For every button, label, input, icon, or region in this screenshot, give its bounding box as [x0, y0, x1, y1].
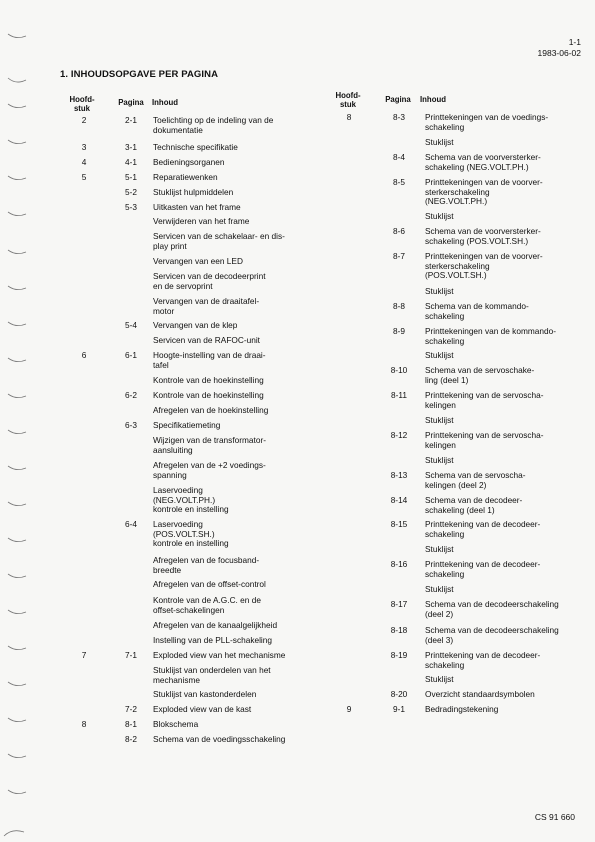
toc-page-number: 5-2	[125, 187, 137, 197]
column-header-page-left: Pagina	[118, 98, 144, 107]
toc-entry-title: Stuklijst	[425, 544, 454, 554]
toc-entry-title: Schema van de servoschake- ling (deel 1)	[425, 365, 535, 385]
toc-page-number: 5-3	[125, 202, 137, 212]
toc-page-number: 3-1	[125, 142, 137, 152]
toc-chapter-number: 9	[346, 704, 352, 714]
page-title: 1. INHOUDSOPGAVE PER PAGINA	[60, 69, 219, 80]
toc-entry-title: Stuklijst	[425, 455, 454, 465]
toc-entry-title: Instelling van de PLL-schakeling	[153, 635, 272, 645]
document-code: CS 91 660	[534, 812, 575, 822]
toc-entry-title: Printtekeningen van de voorver- sterkerschakeling (POS.VOLT.SH.)	[425, 251, 543, 281]
toc-entry-title: Stuklijst	[425, 211, 454, 221]
toc-page-number: 8-16	[390, 559, 408, 569]
toc-entry-title: Afregelen van de focusband- breedte	[153, 555, 260, 575]
toc-entry-title: Printtekening van de servoscha- kelingen	[425, 430, 544, 450]
toc-entry-title: Schema van de decodeer- schakeling (deel 1)	[425, 495, 523, 515]
toc-page-number: 6-1	[125, 350, 137, 360]
toc-entry-title: Laservoeding (NEG.VOLT.PH.) kontrole en instelling	[153, 485, 229, 515]
toc-chapter-number: 7	[81, 650, 87, 660]
toc-page-number: 8-18	[390, 625, 408, 635]
column-header-content-left: Inhoud	[152, 98, 178, 107]
toc-entry-title: Toelichting op de indeling van de dokumentatie	[153, 115, 274, 135]
toc-entry-title: Servicen van de schakelaar- en dis- play print	[153, 231, 285, 251]
toc-page-number: 5-4	[125, 320, 137, 330]
toc-entry-title: Printtekening van de decodeer- schakeling	[425, 519, 541, 539]
toc-entry-title: Overzicht standaardsymbolen	[425, 689, 535, 699]
toc-entry-title: Schema van de kommando- schakeling	[425, 301, 529, 321]
toc-entry-title: Technische specifikatie	[153, 142, 238, 152]
toc-page-number: 5-1	[125, 172, 137, 182]
toc-entry-title: Kontrole van de A.G.C. en de offset-schakelingen	[153, 595, 261, 615]
toc-entry-title: Exploded view van de kast	[153, 704, 252, 714]
toc-page-number: 8-1	[125, 719, 137, 729]
toc-entry-title: Bedieningsorganen	[153, 157, 225, 167]
toc-entry-title: Stuklijst	[425, 286, 454, 296]
toc-page-number: 8-9	[393, 326, 405, 336]
column-header-page-right: Pagina	[385, 95, 411, 104]
toc-page-number: 8-14	[390, 495, 408, 505]
toc-entry-title: Stuklijst	[425, 137, 454, 147]
toc-page-number: 8-12	[390, 430, 408, 440]
toc-entry-title: Afregelen van de offset-control	[153, 579, 266, 589]
toc-page-number: 2-1	[125, 115, 137, 125]
toc-page-number: 8-2	[125, 734, 137, 744]
toc-page-number: 7-2	[125, 704, 137, 714]
toc-chapter-number: 8	[346, 112, 352, 122]
toc-page-number: 6-2	[125, 390, 137, 400]
toc-entry-title: Servicen van de RAFOC-unit	[153, 335, 260, 345]
toc-page-number: 8-8	[393, 301, 405, 311]
toc-entry-title: Blokschema	[153, 719, 199, 729]
toc-entry-title: Schema van de voedingsschakeling	[153, 734, 286, 744]
toc-entry-title: Printtekeningen van de voorver- sterkerschakeling (NEG.VOLT.PH.)	[425, 177, 543, 207]
toc-entry-title: Stuklijst	[425, 350, 454, 360]
toc-entry-title: Vervangen van de draaitafel- motor	[153, 296, 260, 316]
toc-page-number: 8-10	[390, 365, 408, 375]
toc-entry-title: Printtekening van de servoscha- kelingen	[425, 390, 544, 410]
toc-entry-title: Afregelen van de kanaalgelijkheid	[153, 620, 278, 630]
toc-page-number: 8-20	[390, 689, 408, 699]
toc-entry-title: Stuklijst van onderdelen van het mechanisme	[153, 665, 271, 685]
column-header-chapter-right: Hoofd- stuk	[335, 91, 361, 109]
toc-page-number: 6-3	[125, 420, 137, 430]
toc-page-number: 8-19	[390, 650, 408, 660]
toc-page-number: 8-5	[393, 177, 405, 187]
toc-entry-title: Afregelen van de hoekinstelling	[153, 405, 269, 415]
toc-entry-title: Exploded view van het mechanisme	[153, 650, 286, 660]
toc-page-number: 9-1	[393, 704, 405, 714]
toc-page-number: 8-7	[393, 251, 405, 261]
toc-page-number: 8-6	[393, 226, 405, 236]
toc-entry-title: Printtekeningen van de voedings- schakeling	[425, 112, 549, 132]
page-number: 1-1	[568, 37, 581, 47]
toc-entry-title: Stuklijst	[425, 584, 454, 594]
toc-entry-title: Bedradingstekening	[425, 704, 499, 714]
toc-entry-title: Vervangen van een LED	[153, 256, 243, 266]
column-header-content-right: Inhoud	[420, 95, 446, 104]
toc-page-number: 6-4	[125, 519, 137, 529]
toc-entry-title: Wijzigen van de transformator- aansluiting	[153, 435, 266, 455]
toc-entry-title: Schema van de voorversterker- schakeling (POS.VOLT.SH.)	[425, 226, 541, 246]
toc-entry-title: Laservoeding (POS.VOLT.SH.) kontrole en instelling	[153, 519, 229, 549]
toc-entry-title: Printtekeningen van de kommando- schakeling	[425, 326, 556, 346]
toc-entry-title: Kontrole van de hoekinstelling	[153, 390, 264, 400]
toc-page-number: 8-4	[393, 152, 405, 162]
toc-entry-title: Hoogte-instelling van de draai- tafel	[153, 350, 266, 370]
toc-chapter-number: 2	[81, 115, 87, 125]
binding-holes	[0, 0, 30, 842]
toc-entry-title: Stuklijst hulpmiddelen	[153, 187, 234, 197]
toc-chapter-number: 3	[81, 142, 87, 152]
toc-entry-title: Afregelen van de +2 voedings- spanning	[153, 460, 266, 480]
toc-chapter-number: 5	[81, 172, 87, 182]
toc-entry-title: Stuklijst	[425, 415, 454, 425]
toc-page-number: 7-1	[125, 650, 137, 660]
toc-chapter-number: 6	[81, 350, 87, 360]
toc-entry-title: Verwijderen van het frame	[153, 216, 250, 226]
toc-page-number: 8-13	[390, 470, 408, 480]
toc-page-number: 8-15	[390, 519, 408, 529]
toc-entry-title: Uitkasten van het frame	[153, 202, 241, 212]
toc-entry-title: Printtekening van de decodeer- schakeling	[425, 559, 541, 579]
toc-entry-title: Vervangen van de klep	[153, 320, 238, 330]
toc-entry-title: Schema van de servoscha- kelingen (deel 2)	[425, 470, 526, 490]
toc-page-number: 8-17	[390, 599, 408, 609]
toc-chapter-number: 8	[81, 719, 87, 729]
toc-entry-title: Schema van de decodeerschakeling (deel 3)	[425, 625, 559, 645]
toc-entry-title: Schema van de voorversterker- schakeling (NEG.VOLT.PH.)	[425, 152, 541, 172]
toc-entry-title: Schema van de decodeerschakeling (deel 2)	[425, 599, 559, 619]
document-date: 1983-06-02	[537, 48, 581, 58]
toc-entry-title: Servicen van de decodeerprint en de servoprint	[153, 271, 266, 291]
toc-entry-title: Kontrole van de hoekinstelling	[153, 375, 264, 385]
toc-page-number: 4-1	[125, 157, 137, 167]
toc-entry-title: Stuklijst van kastonderdelen	[153, 689, 257, 699]
toc-page-number: 8-11	[391, 390, 407, 400]
toc-entry-title: Specifikatiemeting	[153, 420, 221, 430]
toc-page-number: 8-3	[393, 112, 405, 122]
toc-entry-title: Stuklijst	[425, 674, 454, 684]
toc-entry-title: Reparatiewenken	[153, 172, 218, 182]
toc-chapter-number: 4	[81, 157, 87, 167]
column-header-chapter-left: Hoofd- stuk	[69, 95, 95, 113]
toc-entry-title: Printtekening van de decodeer- schakeling	[425, 650, 541, 670]
